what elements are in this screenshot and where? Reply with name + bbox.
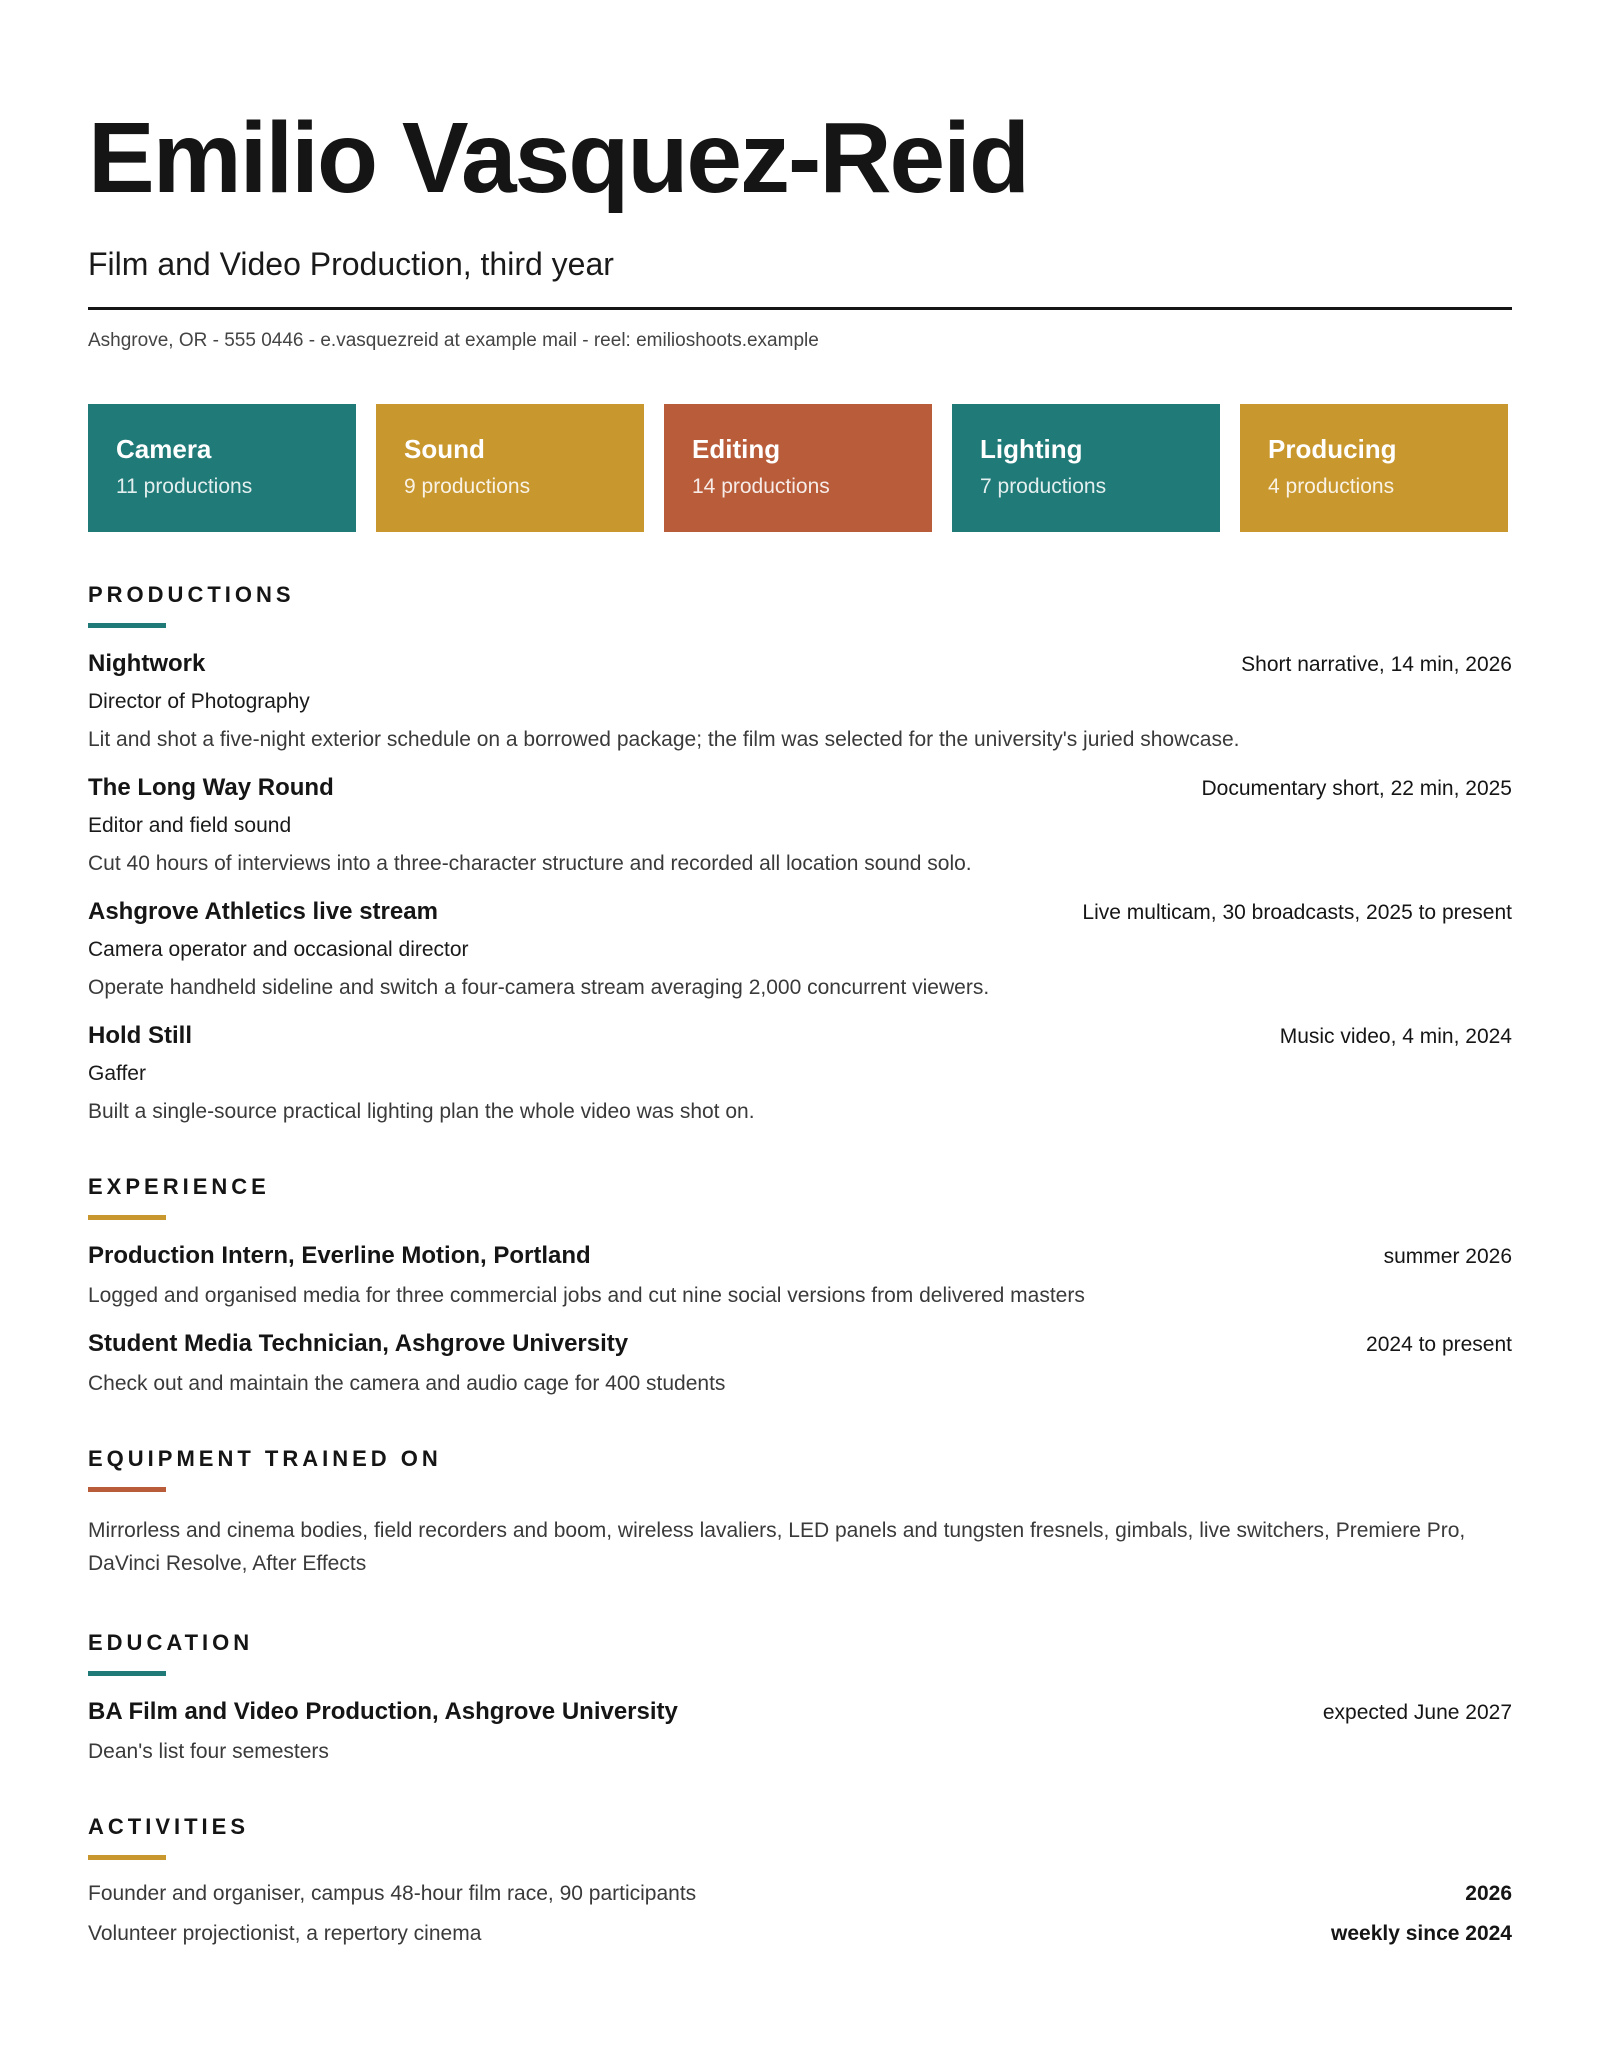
stat-card-sound bbox=[376, 404, 644, 532]
skill-stats bbox=[88, 404, 1512, 532]
experience-section bbox=[88, 1174, 1512, 1396]
experience-entry bbox=[88, 1330, 1512, 1396]
section-accent-bar bbox=[88, 1855, 166, 1860]
stat-count: 7 productions bbox=[980, 475, 1107, 498]
production-role: Gaffer bbox=[88, 1062, 146, 1085]
experience-entry bbox=[88, 1242, 1512, 1308]
production-title: Ashgrove Athletics live stream bbox=[88, 898, 438, 925]
production-meta: Short narrative, 14 min, 2026 bbox=[1241, 653, 1512, 676]
activity-date: weekly since 2024 bbox=[1331, 1922, 1512, 1945]
production-entry bbox=[88, 650, 1512, 752]
production-meta: Documentary short, 22 min, 2025 bbox=[1201, 777, 1512, 800]
experience-date: 2024 to present bbox=[1366, 1333, 1512, 1356]
stat-count: 9 productions bbox=[404, 475, 531, 498]
activity-entry bbox=[88, 1882, 1512, 1906]
production-description: Built a single-source practical lighting plan the whole video was shot on. bbox=[88, 1100, 755, 1123]
stat-count: 4 productions bbox=[1268, 475, 1395, 498]
activity-description: Founder and organiser, campus 48-hour film race, 90 participants bbox=[88, 1882, 697, 1905]
production-title: The Long Way Round bbox=[88, 774, 334, 801]
stat-label: Lighting bbox=[980, 434, 1083, 464]
stat-label: Producing bbox=[1268, 434, 1397, 464]
production-description: Cut 40 hours of interviews into a three-character structure and recorded all location sound solo. bbox=[88, 852, 972, 875]
section-heading: EXPERIENCE bbox=[88, 1174, 270, 1199]
candidate-name: Emilio Vasquez-Reid bbox=[88, 102, 1029, 214]
experience-title: Student Media Technician, Ashgrove University bbox=[88, 1330, 629, 1357]
production-title: Hold Still bbox=[88, 1022, 192, 1049]
activities-section bbox=[88, 1814, 1512, 1946]
equipment-list: Mirrorless and cinema bodies, field recorders and boom, wireless lavaliers, LED panels and tungsten fresnels, gimbals, live switchers, Premiere Pro, DaVinci Resolve, After Effects bbox=[88, 1519, 1466, 1575]
production-role: Camera operator and occasional director bbox=[88, 938, 469, 961]
stat-label: Editing bbox=[692, 434, 781, 464]
production-entry bbox=[88, 898, 1512, 1000]
stat-card-camera bbox=[88, 404, 356, 532]
section-accent-bar bbox=[88, 623, 166, 628]
productions-section bbox=[88, 582, 1512, 1124]
activity-entry bbox=[88, 1922, 1512, 1946]
experience-description: Check out and maintain the camera and audio cage for 400 students bbox=[88, 1372, 726, 1395]
stat-count: 14 productions bbox=[692, 475, 830, 498]
production-entry bbox=[88, 1022, 1512, 1124]
education-degree: BA Film and Video Production, Ashgrove University bbox=[88, 1698, 678, 1725]
production-description: Operate handheld sideline and switch a four-camera stream averaging 2,000 concurrent viewers. bbox=[88, 976, 990, 999]
production-role: Editor and field sound bbox=[88, 814, 292, 837]
stat-card-producing bbox=[1240, 404, 1508, 532]
education-section bbox=[88, 1630, 1512, 1764]
stat-card-lighting bbox=[952, 404, 1220, 532]
section-accent-bar bbox=[88, 1215, 166, 1220]
stat-count: 11 productions bbox=[116, 475, 253, 498]
production-meta: Music video, 4 min, 2024 bbox=[1279, 1025, 1512, 1048]
stat-label: Sound bbox=[404, 434, 485, 464]
stat-card-editing bbox=[664, 404, 932, 532]
section-accent-bar bbox=[88, 1671, 166, 1676]
section-heading: PRODUCTIONS bbox=[88, 582, 295, 607]
section-heading: EDUCATION bbox=[88, 1630, 254, 1655]
production-role: Director of Photography bbox=[88, 690, 310, 713]
production-description: Lit and shot a five-night exterior schedule on a borrowed package; the film was selected for the university's juried showcase. bbox=[88, 728, 1240, 751]
production-title: Nightwork bbox=[88, 650, 206, 677]
education-note: Dean's list four semesters bbox=[88, 1740, 329, 1763]
stat-label: Camera bbox=[116, 434, 212, 464]
production-meta: Live multicam, 30 broadcasts, 2025 to present bbox=[1082, 901, 1512, 924]
production-entry bbox=[88, 774, 1512, 876]
experience-date: summer 2026 bbox=[1383, 1245, 1512, 1268]
activity-date: 2026 bbox=[1465, 1882, 1512, 1905]
section-accent-bar bbox=[88, 1487, 166, 1492]
candidate-subtitle: Film and Video Production, third year bbox=[88, 246, 614, 282]
section-heading: EQUIPMENT TRAINED ON bbox=[88, 1446, 442, 1471]
contact-line: Ashgrove, OR - 555 0446 - e.vasquezreid at example mail - reel: emilioshoots.example bbox=[88, 330, 819, 351]
section-heading: ACTIVITIES bbox=[88, 1814, 250, 1839]
experience-description: Logged and organised media for three commercial jobs and cut nine social versions from delivered masters bbox=[88, 1284, 1085, 1307]
header-divider bbox=[88, 307, 1512, 310]
education-date: expected June 2027 bbox=[1322, 1701, 1512, 1724]
experience-title: Production Intern, Everline Motion, Portland bbox=[88, 1242, 591, 1269]
activity-description: Volunteer projectionist, a repertory cinema bbox=[88, 1922, 482, 1945]
equipment-section bbox=[88, 1446, 1512, 1580]
